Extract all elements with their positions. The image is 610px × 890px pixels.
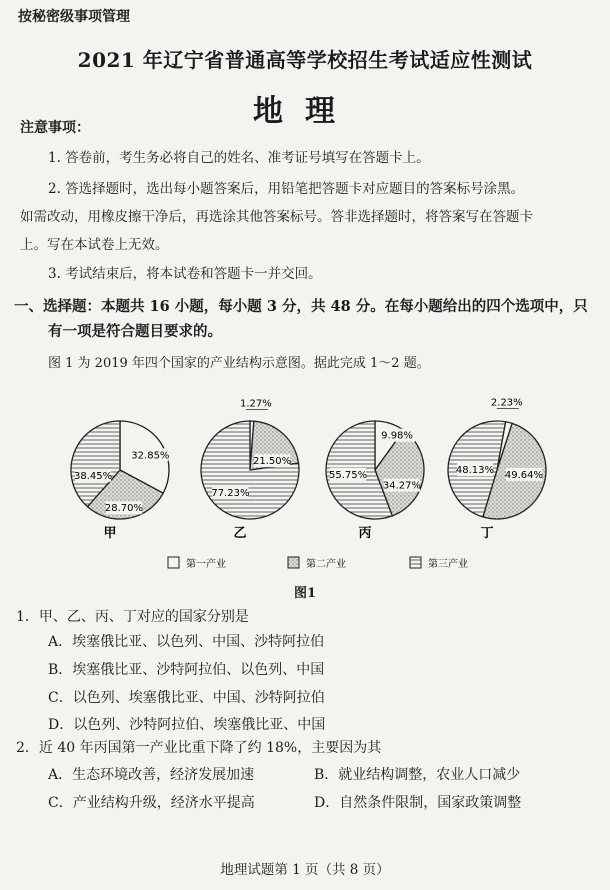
legend-swatch-primary <box>168 557 179 568</box>
pie-3-name: 丁 <box>480 526 494 541</box>
legend-swatch-tertiary <box>410 557 421 568</box>
question-2-option-b: B．就业结构调整，农业人口减少 <box>314 767 521 783</box>
figure-caption: 图1 <box>293 586 317 601</box>
question-2-option-c: C．产业结构升级，经济水平提高 <box>48 795 255 811</box>
pie-2-name: 丙 <box>358 526 372 541</box>
pie-3-label-primary: 2.23% <box>490 397 523 409</box>
figure-intro: 图 1 为 2019 年四个国家的产业结构示意图。据此完成 1～2 题。 <box>48 356 430 371</box>
notice-item-2-end: 上。写在本试卷上无效。 <box>20 237 169 253</box>
pie-0-label-tertiary: 38.45% <box>73 470 113 482</box>
pie-2-label-secondary: 34.27% <box>382 480 422 492</box>
legend-label-secondary: 第二产业 <box>306 559 346 570</box>
legend-label-primary: 第一产业 <box>186 559 226 570</box>
question-1-stem: 1．甲、乙、丙、丁对应的国家分别是 <box>16 609 249 625</box>
question-1-option-b: B．埃塞俄比亚、沙特阿拉伯、以色列、中国 <box>48 662 325 678</box>
pie-1-label-secondary: 21.50% <box>252 456 292 468</box>
pie-1-label-primary: 1.27% <box>239 398 272 410</box>
secret-mark: 按秘密级事项管理 <box>18 9 130 25</box>
page-footer: 地理试题第 1 页（共 8 页） <box>220 862 390 878</box>
section-heading-cont: 有一项是符合题目要求的。 <box>48 323 222 340</box>
section-heading: 一、选择题：本题共 16 小题，每小题 3 分，共 48 分。在每小题给出的四个选项中，只 <box>14 298 588 315</box>
notice-heading: 注意事项： <box>20 120 90 136</box>
pie-2-label-tertiary: 55.75% <box>328 469 368 481</box>
question-1-option-a: A．埃塞俄比亚、以色列、中国、沙特阿拉伯 <box>48 634 325 650</box>
industry-structure-figure <box>0 395 610 605</box>
notice-item-2-cont: 如需改动，用橡皮擦干净后，再选涂其他答案标号。答非选择题时，将答案写在答题卡 <box>20 209 533 225</box>
subject-title: 地理 <box>253 94 357 129</box>
pie-3-label-secondary: 49.64% <box>504 469 544 481</box>
question-2-stem: 2．近 40 年丙国第一产业比重下降了约 18%，主要因为其 <box>16 740 382 756</box>
question-2-option-a: A．生态环境改善，经济发展加速 <box>48 767 255 783</box>
question-1-option-d: D．以色列、沙特阿拉伯、埃塞俄比亚、中国 <box>48 717 326 733</box>
pie-0-label-secondary: 28.70% <box>104 503 143 515</box>
pie-1-label-tertiary: 77.23% <box>211 488 250 500</box>
pie-0-label-primary: 32.85% <box>131 450 170 462</box>
question-2-option-d: D．自然条件限制，国家政策调整 <box>314 795 522 811</box>
notice-item-3: 3. 考试结束后，将本试卷和答题卡一并交回。 <box>48 266 322 282</box>
legend-swatch-secondary <box>288 557 299 568</box>
pie-2-label-primary: 9.98% <box>381 430 413 442</box>
pie-1-name: 乙 <box>233 526 247 541</box>
legend-label-tertiary: 第三产业 <box>428 559 468 570</box>
exam-title: 2021 年辽宁省普通高等学校招生考试适应性测试 <box>77 48 533 72</box>
pie-0-name: 甲 <box>103 526 117 541</box>
notice-item-2: 2. 答选择题时，选出每小题答案后，用铅笔把答题卡对应题目的答案标号涂黑。 <box>48 181 525 197</box>
question-1-option-c: C．以色列、埃塞俄比亚、中国、沙特阿拉伯 <box>48 690 325 706</box>
pie-3-label-tertiary: 48.13% <box>455 465 495 477</box>
notice-item-1: 1. 答卷前，考生务必将自己的姓名、准考证号填写在答题卡上。 <box>48 150 430 166</box>
